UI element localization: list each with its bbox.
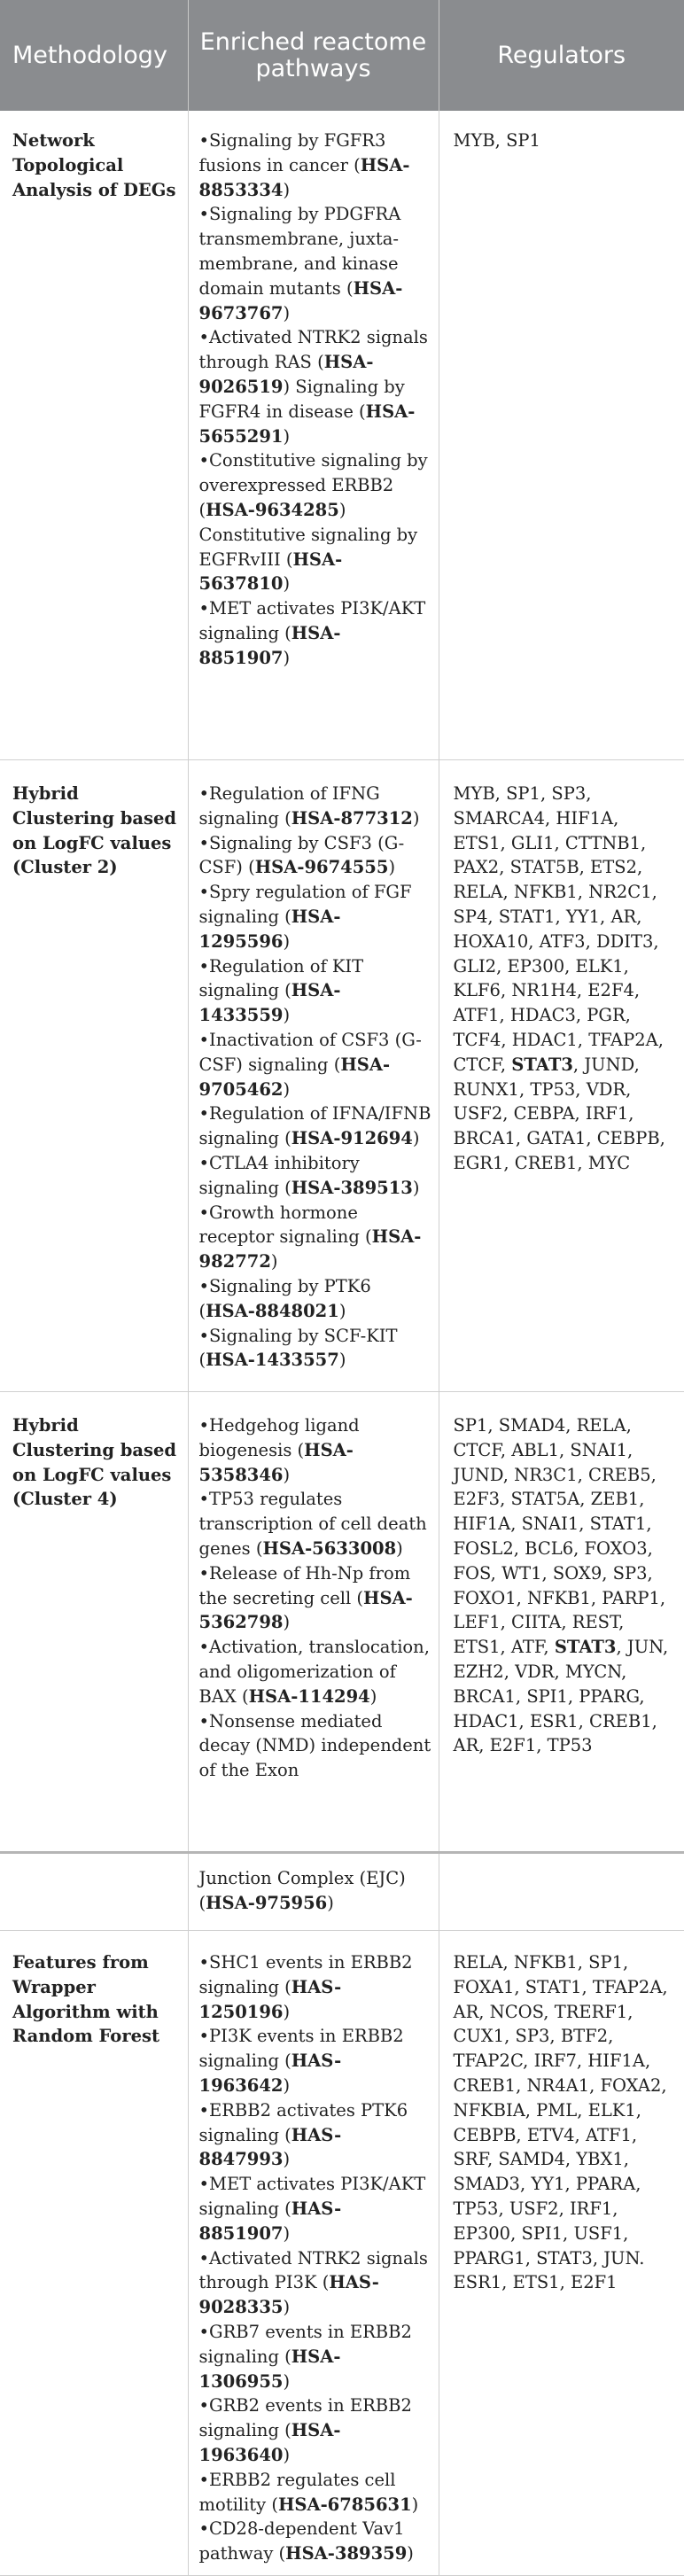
pathway-item xyxy=(199,831,431,881)
pathway-item xyxy=(199,1413,431,1487)
pathway-text: ) xyxy=(388,857,396,878)
pathway-text: •Signaling by PDGFRA transmembrane, juxta-membrane, and kinase domain mutants ( xyxy=(198,204,401,299)
pathways-cell xyxy=(188,1392,439,1853)
pathway-code: HSA- 8851907 xyxy=(198,622,341,668)
regulators-text: RELA, NFKB1, SP1, FOXA1, STAT1, TFAP2A, AR, NCOS, TRERF1, CUX1, SP3, BTF2, TFAP2C, IRF7, HIF1A, CREB1, NR4A1, FOXA2, NFKBIA, PML, ELK1, CEBPB, ETV4, ATF1, SRF, SAMD4, YBX1, SMAD3, YY1, PPARA, TP53, USF2, IRF1, EP300, SPI1, USF1, PPARG1, STAT3, JUN. ESR1, ETS1, E2F1 xyxy=(453,1952,668,2293)
pathway-item xyxy=(199,596,431,670)
pathway-text: •Activated NTRK2 signals through PI3K ( xyxy=(198,2247,428,2293)
pathway-text: ) xyxy=(283,573,291,595)
regulators-cell xyxy=(439,111,684,760)
pathway-text: ) xyxy=(283,1078,291,1100)
table-row xyxy=(0,1931,684,2576)
pathway-text: •Constitutive signaling by overexpressed ERBB2 ( xyxy=(198,450,428,520)
pathway-text: ) xyxy=(411,2494,419,2515)
pathways-cell xyxy=(188,1853,439,1931)
regulators-cell xyxy=(439,1853,684,1931)
pathway-text: •SHC1 events in ERBB2 signaling ( xyxy=(198,1952,413,1997)
pathway-text: •Release of Hh-Np from the secreting cell ( xyxy=(198,1562,411,1608)
pathway-text: ) xyxy=(283,2149,291,2170)
pathway-text: ) xyxy=(283,2222,291,2244)
pathway-item xyxy=(199,1101,431,1151)
methodology-cell xyxy=(0,1853,188,1931)
pathway-text: ) xyxy=(283,2074,291,2096)
pathway-text: ) xyxy=(407,2543,414,2564)
pathway-text: ) xyxy=(338,1350,346,1371)
table-row xyxy=(0,760,684,1392)
regulator-highlight: STAT3 xyxy=(554,1637,617,1658)
pathway-item xyxy=(199,2172,431,2245)
methodology-cell: Network Topological Analysis of DEGs xyxy=(0,111,188,760)
pathway-code: HSA-5637810 xyxy=(198,549,343,595)
pathway-text: •MET activates PI3K/AKT signaling ( xyxy=(198,2174,426,2219)
pathway-code: HSA-9634285 xyxy=(206,499,339,520)
pathway-code: HSA-912694 xyxy=(291,1128,413,1149)
pathway-text: •ERBB2 regulates cell motility ( xyxy=(198,2469,396,2515)
pathway-text: •Signaling by SCF-KIT ( xyxy=(198,1325,398,1371)
pathway-item xyxy=(199,1709,431,1783)
pathway-item xyxy=(199,1201,431,1274)
pathway-text: •MET activates PI3K/AKT signaling ( xyxy=(198,598,426,643)
pathway-item xyxy=(199,2517,431,2566)
pathway-item xyxy=(199,1487,431,1560)
pathway-code: HSA-6785631 xyxy=(277,2494,412,2515)
pathway-text: ) xyxy=(270,1251,278,1272)
regulators-text: MYB, SP1, SP3, SMARCA4, HIF1A, ETS1, GLI1, CTTNB1, PAX2, STAT5B, ETS2, RELA, NFKB1, NR2C1, SP4, STAT1, YY1, AR, HOXA10, ATF3, DDIT3, GLI2, EP300, ELK1, KLF6, NR1H4, E2F4, ATF1, HDAC3, PGR, TCF4, HDAC1, TFAP2A, CTCF, xyxy=(453,783,664,1075)
pathway-text: ) xyxy=(283,425,291,447)
header-methodology: Methodology xyxy=(0,0,188,111)
regulator-highlight: STAT3 xyxy=(511,1054,573,1075)
regulators-text: , JUND, RUNX1, TP53, VDR, USF2, CEBPA, IRF1, BRCA1, GATA1, CEBPB, EGR1, CREB1, MYC xyxy=(453,1054,665,1173)
regulators-cell xyxy=(439,1392,684,1853)
pathway-item xyxy=(199,2024,431,2097)
pathway-item xyxy=(199,782,431,831)
pathway-item xyxy=(199,1950,431,2024)
table-row xyxy=(0,1853,684,1931)
pathway-text: •ERBB2 activates PTK6 signaling ( xyxy=(198,2099,408,2145)
pathway-item xyxy=(199,2468,431,2518)
methodology-cell: Hybrid Clustering based on LogFC values (Cluster 2) xyxy=(0,760,188,1392)
pathway-text: ) xyxy=(412,1128,420,1149)
regulators-text: SP1, SMAD4, RELA, CTCF, ABL1, SNAI1, JUND, NR3C1, CREB5, E2F3, STAT5A, ZEB1, HIF1A, SNAI1, STAT1, FOSL2, BCL6, FOXO3, FOS, WT1, SOX9, SP3, FOXO1, NFKB1, PARP1, LEF1, CIITA, REST, ETS1, ATF, xyxy=(453,1415,666,1658)
pathway-item xyxy=(199,2320,431,2393)
pathway-text: •Inactivation of CSF3 (G-CSF) signaling ( xyxy=(198,1029,422,1075)
pathway-item xyxy=(199,1561,431,1635)
pathway-code: HSA-1963640 xyxy=(198,2420,341,2465)
pathway-item xyxy=(199,954,431,1028)
pathway-text: •Signaling by PTK6 ( xyxy=(198,1275,371,1321)
pathway-text: ) xyxy=(412,1177,420,1198)
pathway-text: ) xyxy=(369,1685,377,1707)
pathway-item xyxy=(199,1028,431,1101)
pathway-text: •Signaling by CSF3 (G-CSF) ( xyxy=(198,832,405,878)
pathway-item xyxy=(199,1324,431,1374)
pathway-code: HSA-8853334 xyxy=(198,154,410,200)
table-row xyxy=(0,111,684,760)
pathway-text: ) xyxy=(283,2370,291,2392)
pathway-text: ) xyxy=(283,2444,291,2465)
header-row xyxy=(0,0,684,111)
pathway-text: ) xyxy=(412,807,420,829)
pathway-text: ) xyxy=(283,302,291,323)
pathway-text: ) xyxy=(283,930,291,952)
pathway-text: •Signaling by FGFR3 fusions in cancer ( xyxy=(198,130,386,175)
pathway-item xyxy=(199,2246,431,2320)
pathway-code: HSA-975956 xyxy=(206,1892,328,1913)
regulators-cell xyxy=(439,1931,684,2576)
pathway-text: •GRB7 events in ERBB2 signaling ( xyxy=(198,2321,412,2367)
pathway-text: •Growth hormone receptor signaling ( xyxy=(198,1202,372,1248)
pathway-item xyxy=(199,128,431,202)
pathway-text: •Activated NTRK2 signals through RAS ( xyxy=(198,327,428,373)
pathway-text: ) xyxy=(396,1537,403,1559)
pathway-code: HSA-877312 xyxy=(291,807,413,829)
methodology-cell: Features from Wrapper Algorithm with Random Forest xyxy=(0,1931,188,2576)
pathway-item xyxy=(199,448,431,596)
pathway-code: HSA-1295596 xyxy=(198,906,341,952)
pathway-item xyxy=(199,880,431,953)
pathway-text: ) xyxy=(327,1892,334,1913)
regulators-cell xyxy=(439,760,684,1392)
pathway-text: •Regulation of IFNG signaling ( xyxy=(198,783,380,829)
pathway-text: ) Constitutive signaling by EGFRvIII ( xyxy=(198,499,418,570)
pathway-text: •Nonsense mediated decay (NMD) independent of the Exon xyxy=(198,1710,431,1781)
header-pathways: Enriched reactome pathways xyxy=(188,0,439,111)
pathway-text: •Regulation of IFNA/IFNB signaling ( xyxy=(198,1103,431,1149)
pathway-text: ) xyxy=(283,179,291,200)
pathway-item xyxy=(199,202,431,325)
pathway-item xyxy=(199,1866,431,1916)
pathways-cell xyxy=(188,760,439,1392)
pathway-code: HSA-389513 xyxy=(291,1177,413,1198)
pathway-text: ) xyxy=(283,1464,291,1485)
pathway-code: HAS-8847993 xyxy=(198,2124,342,2170)
pathway-code: HSA-1433557 xyxy=(206,1350,339,1371)
pathway-code: HSA-9673767 xyxy=(198,277,403,323)
pathway-item xyxy=(199,325,431,448)
pathway-code: HSA-982772 xyxy=(198,1226,422,1272)
pathways-cell xyxy=(188,1931,439,2576)
pathway-code: HSA-9705462 xyxy=(198,1054,391,1100)
pathway-item xyxy=(199,1274,431,1324)
pathways-cell xyxy=(188,111,439,760)
pathway-text: •TP53 regulates transcription of cell death genes ( xyxy=(198,1489,427,1559)
pathway-code: HSA-114294 xyxy=(248,1685,370,1707)
regulators-text: , JUN, EZH2, VDR, MYCN, BRCA1, SPI1, PPARG, HDAC1, ESR1, CREB1, AR, E2F1, TP53 xyxy=(453,1637,669,1756)
pathway-text: •GRB2 events in ERBB2 signaling ( xyxy=(198,2395,412,2441)
pathway-code: HSA-5633008 xyxy=(262,1537,397,1559)
pathway-code: HSA-5655291 xyxy=(198,401,416,447)
pathway-item xyxy=(199,2098,431,2172)
pathway-text: ) xyxy=(283,647,291,668)
pathway-text: ) xyxy=(338,1300,346,1321)
pathway-code: HAS-8851907 xyxy=(198,2198,342,2244)
pathway-code: HSA-5362798 xyxy=(198,1587,413,1633)
table-row xyxy=(0,1392,684,1853)
regulators-text: MYB, SP1 xyxy=(453,130,540,151)
pathway-item xyxy=(199,1635,431,1708)
pathway-text: •Hedgehog ligand biogenesis ( xyxy=(198,1415,360,1460)
pathway-code: HAS-1963642 xyxy=(198,2051,342,2096)
pathway-code: HSA-1306955 xyxy=(198,2346,341,2392)
pathway-text: ) Signaling by FGFR4 in disease ( xyxy=(198,376,405,422)
pathway-item xyxy=(199,1151,431,1201)
header-regulators: Regulators xyxy=(439,0,684,111)
pathway-code: HAS- 9028335 xyxy=(198,2272,379,2318)
pathway-code: HSA-1433559 xyxy=(198,980,341,1026)
pathway-code: HSA-5358346 xyxy=(198,1439,354,1485)
pathway-text: •CD28-dependent Vav1 pathway ( xyxy=(198,2518,405,2564)
pathway-text: Junction Complex (EJC) ( xyxy=(198,1868,406,1913)
pathway-code: HSA-9026519 xyxy=(198,352,374,397)
pathway-code: HSA-389359 xyxy=(285,2543,408,2564)
pathway-text: ) xyxy=(283,2297,291,2318)
pathway-text: ) xyxy=(283,2001,291,2022)
pathway-text: •PI3K events in ERBB2 signaling ( xyxy=(198,2026,404,2072)
pathway-text: ) xyxy=(283,1005,291,1026)
pathway-text: •Spry regulation of FGF signaling ( xyxy=(198,882,412,927)
pathway-code: HSA-9674555 xyxy=(254,857,389,878)
pathway-text: •CTLA4 inhibitory signaling ( xyxy=(198,1152,360,1198)
pathway-text: ) xyxy=(283,1612,291,1633)
methodology-cell: Hybrid Clustering based on LogFC values (Cluster 4) xyxy=(0,1392,188,1853)
pathway-code: HAS-1250196 xyxy=(198,1976,342,2022)
pathway-text: •Activation, translocation, and oligomerization of BAX ( xyxy=(198,1637,430,1707)
pathway-text: •Regulation of KIT signaling ( xyxy=(198,955,364,1001)
pathway-code: HSA-8848021 xyxy=(206,1300,339,1321)
pathway-item xyxy=(199,2393,431,2467)
